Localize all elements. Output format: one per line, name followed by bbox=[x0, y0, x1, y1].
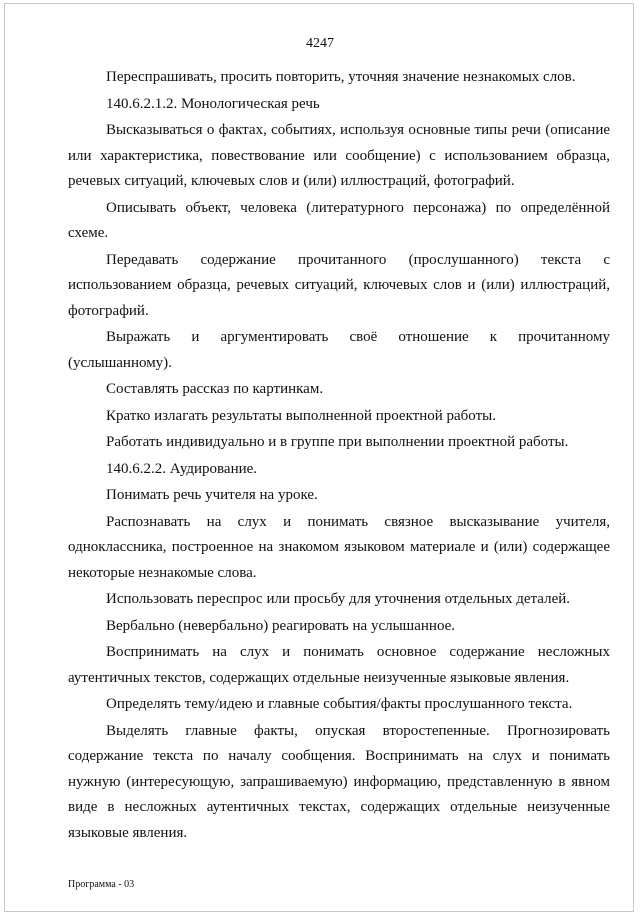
paragraph-12: Распознавать на слух и понимать связное высказывание учителя, одноклассника, построенное на знакомом языковом материале и (или) содержащее некоторые незнакомые слова. bbox=[68, 513, 610, 581]
paragraph-14: Вербально (невербально) реагировать на услышанное. bbox=[106, 617, 456, 634]
paragraph-1: Переспрашивать, просить повторить, уточняя значение незнакомых слов. bbox=[106, 69, 576, 85]
page-number: 4247 bbox=[306, 36, 334, 51]
paragraph-4: Описывать объект, человека (литературного персонажа) по определённой схеме. bbox=[68, 199, 610, 241]
paragraph-15: Воспринимать на слух и понимать основное содержание несложных аутентичных текстов, содержащих отдельные неизученные языковые явления. bbox=[68, 644, 610, 686]
paragraph-5: Передавать содержание прочитанного (прослушанного) текста с использованием образца, речевых ситуаций, ключевых слов и (или) иллюстраций, фотографий. bbox=[68, 251, 610, 319]
section-heading-listening: 140.6.2.2. Аудирование. bbox=[106, 460, 258, 477]
section-heading-monologue: 140.6.2.1.2. Монологическая речь bbox=[106, 95, 320, 112]
paragraph-17: Выделять главные факты, опуская второстепенные. Прогнозировать содержание текста по началу сообщения. Воспринимать на слух и понимать нужную (интересующую, запрашиваемую) информацию, представленную в явном виде в несложных аутентичных текстах, содержащих отдельные неизученные языковые явления. bbox=[68, 722, 610, 841]
paragraph-13: Использовать переспрос или просьбу для уточнения отдельных деталей. bbox=[106, 591, 571, 607]
paragraph-3: Высказываться о фактах, событиях, используя основные типы речи (описание или характеристика, повествование или сообщение) с использованием образца, речевых ситуаций, ключевых слов и (или) иллюстраций, фотографий. bbox=[68, 122, 610, 189]
paragraph-6: Выражать и аргументировать своё отношение к прочитанному (услышанному). bbox=[68, 329, 610, 371]
document-body bbox=[68, 65, 610, 847]
paragraph-9: Работать индивидуально и в группе при выполнении проектной работы. bbox=[106, 434, 569, 450]
paragraph-16: Определять тему/идею и главные события/факты прослушанного текста. bbox=[106, 696, 573, 712]
paragraph-7: Составлять рассказ по картинкам. bbox=[106, 381, 324, 397]
paragraph-11: Понимать речь учителя на уроке. bbox=[106, 487, 318, 503]
paragraph-8: Кратко излагать результаты выполненной проектной работы. bbox=[106, 407, 496, 424]
page-footer: Программа - 03 bbox=[68, 879, 135, 890]
